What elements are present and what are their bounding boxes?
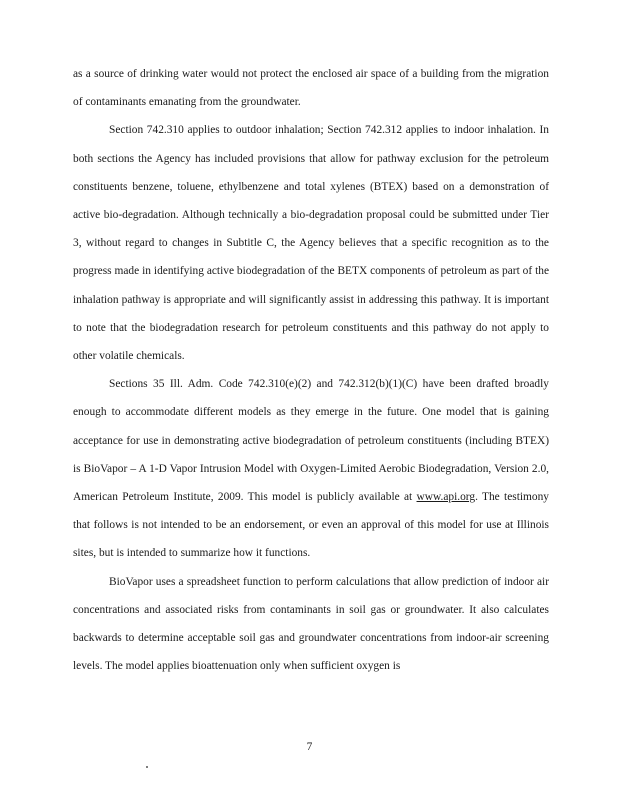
paragraph-continuation: as a source of drinking water would not protect the enclosed air space of a building from the migration of contaminants emanating from the groundwater. (73, 68, 549, 109)
paragraph-text-before-link: Sections 35 Ill. Adm. Code 742.310(e)(2) and 742.312(b)(1)(C) have been drafted broadly enough to accommodate different models as they emerge in the future. One model that is gaining acceptance for use in demonstrating active biodegradation of petroleum constituents (including BTEX) is BioVapor – A 1-D Vapor Intrusion Model with Oxygen-Limited Aerobic Biodegradation, Version 2.0, American Petroleum Institute, 2009. This model is publicly available at (73, 378, 549, 504)
scan-speck (146, 766, 148, 768)
paragraph-inhalation-sections: Section 742.310 applies to outdoor inhalation; Section 742.312 applies to indoor inhalation. In both sections the Agency has included provisions that allow for pathway exclusion for the petroleum constituents benzene, toluene, ethylbenzene and total xylenes (BTEX) based on a demonstration of active bio-degradation. Although technically a bio-degradation proposal could be submitted under Tier 3, without regard to changes in Subtitle C, the Agency believes that a specific recognition as to the progress made in identifying active biodegradation of the BETX components of petroleum as part of the inhalation pathway is appropriate and will significantly assist in addressing this pathway. It is important to note that the biodegradation research for petroleum constituents and this pathway do not apply to other volatile chemicals. (73, 124, 549, 363)
api-website-link[interactable]: www.api.org (416, 491, 476, 504)
body-text (73, 60, 549, 680)
paragraph-text-after-link: . The testimony that follows is not intended to be an endorsement, or even an approval of this model for use at Illinois sites, but is intended to summarize how it functions. (73, 491, 549, 560)
paragraph-biovapor-calculations: BioVapor uses a spreadsheet function to perform calculations that allow prediction of indoor air concentrations and associated risks from contaminants in soil gas or groundwater. It also calculates backwards to determine acceptable soil gas and groundwater concentrations from indoor-air screening levels. The model applies bioattenuation only when sufficient oxygen is (73, 575, 549, 673)
paragraph-biovapor-model (73, 370, 549, 567)
page-number: 7 (306, 741, 313, 753)
